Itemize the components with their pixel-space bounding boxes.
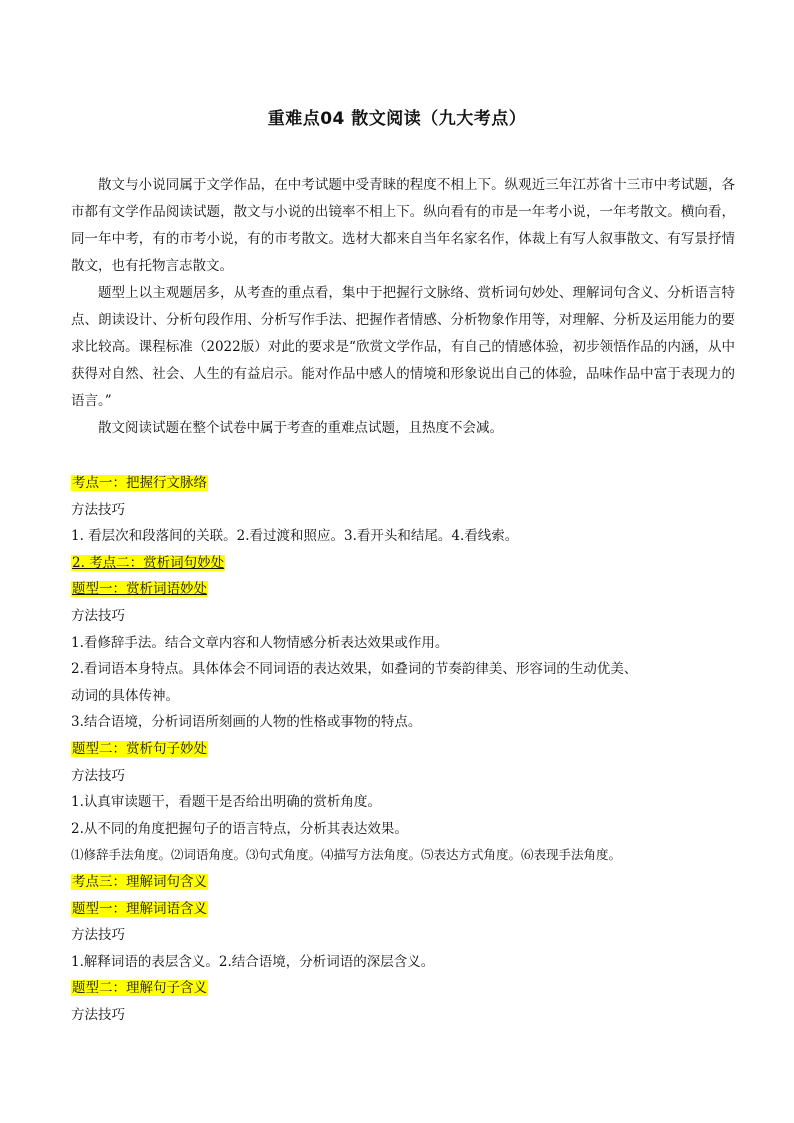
text-line: ⑴修辞手法角度。⑵词语角度。⑶句式角度。⑷描写方法角度。⑸表达方式角度。⑹表现手法角度。 bbox=[71, 847, 622, 863]
text-line: 2.从不同的角度把握句子的语言特点，分析其表达效果。 bbox=[71, 820, 408, 837]
text-line: 3.结合语境，分析词语所刻画的人物的性格或事物的特点。 bbox=[71, 714, 422, 731]
intro-paragraph: 散文阅读试题在整个试卷中属于考查的重难点试题，且热度不会减。 bbox=[98, 420, 503, 436]
heading-line bbox=[71, 550, 735, 577]
highlighted-heading: 2. 考点二：赏析词句妙处 bbox=[72, 554, 225, 571]
heading-line bbox=[71, 470, 735, 497]
heading-line bbox=[71, 736, 735, 763]
text-line: 方法技巧 bbox=[71, 927, 125, 944]
heading-line bbox=[71, 975, 735, 1002]
text-line: 方法技巧 bbox=[71, 501, 125, 518]
text-line: 1.看修辞手法。结合文章内容和人物情感分析表达效果或作用。 bbox=[71, 634, 449, 651]
text-line: 1.解释词语的表层含义。2.结合语境，分析词语的深层含义。 bbox=[71, 953, 435, 970]
text-line: 动词的具体传神。 bbox=[71, 687, 179, 704]
text-line: 2.看词语本身特点。具体体会不同词语的表达效果，如叠词的节奏韵律美、形容词的生动优美、 bbox=[71, 661, 638, 678]
highlighted-heading: 题型二：理解句子含义 bbox=[72, 980, 207, 997]
highlighted-heading: 题型二：赏析句子妙处 bbox=[72, 740, 207, 757]
text-line: 方法技巧 bbox=[71, 1006, 125, 1023]
highlighted-heading: 题型一：理解词语含义 bbox=[72, 900, 207, 917]
heading-line bbox=[71, 869, 735, 896]
intro-paragraph: 题型上以主观题居多，从考查的重点看，集中于把握行文脉络、赏析词句妙处、理解词句含义、分析语言特点、朗读设计、分析句段作用、分析写作手法、把握作者情感、分析物象作用等，对理解、分析及运用能力的要求比较高。课程标准（2022版）对此的要求是“欣赏文学作品，有自己的情感体验，初步领悟作品的内涵，从中获得对自然、社会、人生的有益启示。能对作品中感人的情境和形象说出自己的体验，品味作品中富于表现力的语言。” bbox=[71, 285, 735, 409]
heading-line bbox=[71, 576, 735, 603]
heading-line bbox=[71, 896, 735, 923]
highlighted-heading: 考点三：理解词句含义 bbox=[72, 873, 207, 890]
highlighted-heading: 题型一：赏析词语妙处 bbox=[72, 581, 207, 598]
content-section bbox=[71, 470, 735, 1028]
text-line: 1. 看层次和段落间的关联。2.看过渡和照应。3.看开头和结尾。4.看线索。 bbox=[71, 528, 519, 545]
text-line: 方法技巧 bbox=[71, 607, 125, 624]
intro-section bbox=[71, 172, 735, 442]
page-title: 重难点04 散文阅读（九大考点） bbox=[267, 109, 527, 129]
text-line: 方法技巧 bbox=[71, 767, 125, 784]
intro-paragraph: 散文与小说同属于文学作品，在中考试题中受青睐的程度不相上下。纵观近三年江苏省十三市中考试题，各市都有文学作品阅读试题，散文与小说的出镜率不相上下。纵向看有的市是一年考小说，一年考散文。横向看，同一年中考，有的市考小说，有的市考散文。选材大都来自当年名家名作，体裁上有写人叙事散文、有写景抒情散文，也有托物言志散文。 bbox=[71, 177, 735, 274]
highlighted-heading: 考点一：把握行文脉络 bbox=[72, 475, 207, 491]
text-line: 1.认真审读题干，看题干是否给出明确的赏析角度。 bbox=[71, 794, 381, 811]
